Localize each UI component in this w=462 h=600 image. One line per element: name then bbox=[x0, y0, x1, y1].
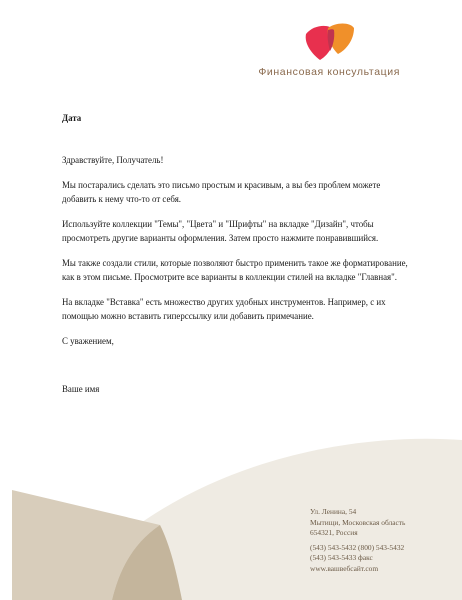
company-name: Финансовая консультация bbox=[258, 66, 400, 78]
letter-body bbox=[62, 112, 412, 408]
date-label: Дата bbox=[62, 113, 82, 123]
address-line: Мытищи, Московская область bbox=[310, 517, 406, 527]
paragraph-2: Используйте коллекции "Темы", "Цвета" и "Шрифты" на вкладке "Дизайн", чтобы просмотреть другие варианты оформления. Затем просто нажмите понравившийся. bbox=[62, 219, 379, 243]
address-line: 654321, Россия bbox=[310, 528, 358, 537]
signature: Ваше имя bbox=[62, 383, 100, 394]
closing: С уважением, bbox=[62, 336, 114, 346]
phone-line: (543) 543-5432 (800) 543-5432 bbox=[310, 542, 405, 552]
address-line: Ул. Ленина, 54 bbox=[310, 507, 357, 516]
greeting: Здравствуйте, Получатель! bbox=[62, 154, 164, 165]
paragraph-3: Мы также создали стили, которые позволяют быстро применить такое же форматирование, как в этом письме. Просмотрите все варианты в коллекции стилей на вкладке "Главная". bbox=[62, 258, 408, 282]
contact-block bbox=[310, 507, 405, 574]
paragraph-1: Мы постарались сделать это письмо простым и красивым, а вы без проблем можете добавить к нему что-то от себя. bbox=[62, 180, 381, 204]
website-link[interactable]: www.вашвебсайт.com bbox=[310, 563, 379, 573]
paragraph-4: На вкладке "Вставка" есть множество других удобных инструментов. Например, с их помощью можно вставить гиперссылку или добавить примечание. bbox=[62, 297, 386, 321]
fax-line: (543) 543-5433 факс bbox=[310, 553, 373, 562]
company-logo-icon bbox=[300, 20, 360, 64]
